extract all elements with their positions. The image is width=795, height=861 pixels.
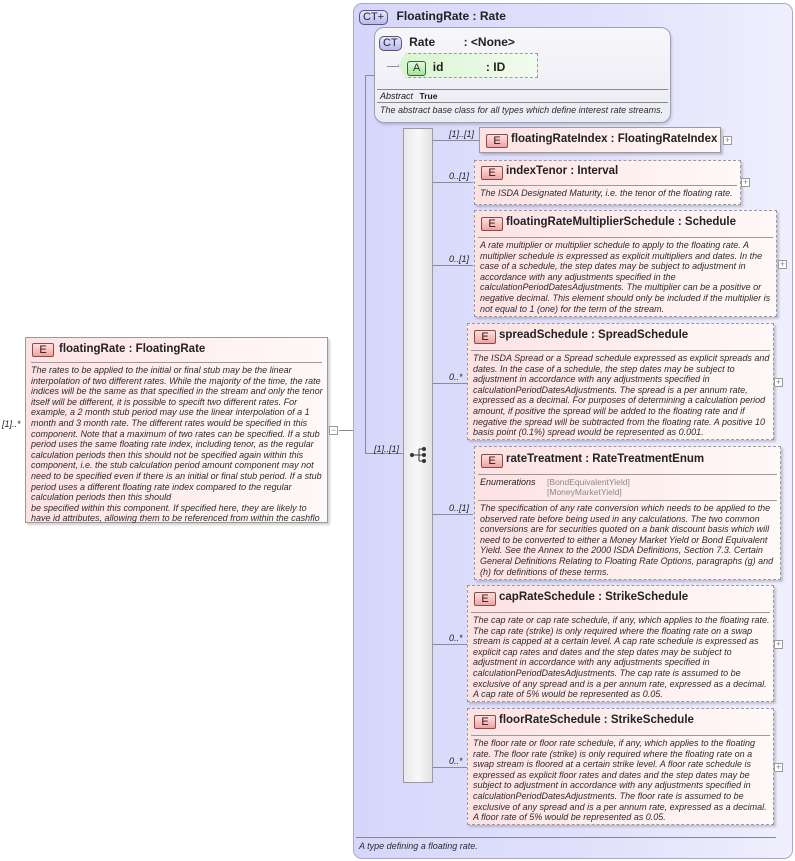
- separator: [377, 89, 668, 90]
- element-documentation: The rates to be applied to the initial or final stub may be the linear interpolation of two different rates. While the majority of the time, the rate indices will be the same as that specified in the stream and only the tenor itself will be different, it is possible to specift two different rates. For example, a 2 month stub period may use the linear interpolation of a 1 month and 3 month rate. The different rates would be specified in this component. Note that a maximum of two rates can be specified. If a stub period uses the same floating rate index, including tenor, as the regular calculation periods then this should not be specified again within this component, i.e. the stub calculation period amount component may not need to be specified even if there is an initial or final stub period. If a stub period uses a different floating rate index compared to the regular calculation periods then this should be specified within this component. If specified here, they are likely to have id attributes, allowing them to be referenced from within the cashflo: [31, 365, 323, 524]
- connector-line: [433, 514, 473, 515]
- separator: [478, 500, 777, 501]
- sequence-compositor-icon: [409, 446, 429, 464]
- root-element-floatingRate[interactable]: [25, 337, 328, 523]
- element-floatingRateIndex[interactable]: [479, 127, 721, 153]
- root-cardinality: [1]..*: [2, 419, 21, 429]
- base-type-base: : <None>: [463, 35, 515, 49]
- attribute-type: : ID: [485, 60, 506, 74]
- element-cardinality: 0..[1]: [449, 171, 470, 181]
- connector-line: [433, 644, 467, 645]
- abstract-label: Abstract: [380, 91, 414, 101]
- element-cardinality: 0..*: [449, 756, 463, 766]
- expand-button[interactable]: +: [742, 177, 749, 187]
- expand-button[interactable]: +: [724, 135, 731, 145]
- element-documentation: The ISDA Designated Maturity, i.e. the tenor of the floating rate.: [480, 188, 733, 198]
- connector-line: [433, 767, 467, 768]
- expand-button[interactable]: +: [775, 639, 782, 649]
- attribute-icon: A: [407, 61, 426, 76]
- separator: [471, 350, 770, 351]
- element-cardinality: [1]..[1]: [449, 129, 475, 139]
- element-title: floatingRate : FloatingRate: [59, 343, 206, 355]
- connector-line: [433, 140, 479, 141]
- element-title: floatingRateIndex : FloatingRateIndex: [511, 133, 718, 145]
- element-documentation: The cap rate or cap rate schedule, if any, which applies to the floating rate. The cap rate (strike) is only required where the floating rate on a swap stream is capped at a certain level. A cap rate schedule is expressed as explicit cap rates and dates and the step dates may be subject to adjustment in accordance with any adjustments specified in calculationPeriodDatesAdjustments. The cap rate is assumed to be exclusive of any spread and is a per annum rate, expressed as a decimal. A cap rate of 5% would be represented as 0.05.: [473, 615, 770, 700]
- separator: [31, 362, 322, 363]
- element-title: spreadSchedule : SpreadSchedule: [499, 329, 689, 341]
- complex-type-extension-icon: CT+: [359, 10, 388, 25]
- element-capRateSchedule[interactable]: [467, 585, 774, 702]
- attribute-row: [407, 58, 505, 76]
- enumerations-label: Enumerations: [480, 477, 536, 487]
- sequence-cardinality: [1]..[1]: [374, 444, 400, 454]
- abstract-row: [380, 91, 437, 101]
- separator: [356, 837, 776, 838]
- element-badge-icon: E: [486, 134, 508, 148]
- element-badge-icon: E: [32, 343, 54, 357]
- element-documentation: The floor rate or floor rate schedule, if any, which applies to the floating rate. The floor rate (strike) is only required where the floating rate on a swap stream is floored at a certain strike level. A floor rate schedule is expressed as explicit floor rates and dates and the step dates may be subject to adjustment in accordance with any adjustments specified in calculationPeriodDatesAdjustments. The floor rate is assumed to be exclusive of any spread and is a per annum rate, expressed as a decimal. A floor rate of 5% would be represented as 0.05.: [473, 738, 767, 823]
- element-badge-icon: E: [481, 217, 503, 231]
- element-rateTreatment[interactable]: [474, 446, 781, 580]
- element-documentation: The ISDA Spread or a Spread schedule expressed as explicit spreads and dates. In the case of a schedule, the step dates may be subject to adjustment in accordance with any adjustments specified in calculationPeriodDatesAdjustments. The spread is a per annum rate, expressed as a decimal. For purposes of determining a calculation period amount, if positive the spread will be added to the floating rate and if negative the spread will be subtracted from the floating rate. A positive 10 basis point (0.1%) spread would be represented as 0.001.: [473, 353, 770, 438]
- element-badge-icon: E: [481, 166, 503, 180]
- expand-button[interactable]: +: [775, 377, 782, 387]
- abstract-value: True: [419, 91, 438, 101]
- element-documentation: A rate multiplier or multiplier schedule to apply to the floating rate. A multiplier schedule is expressed as explicit multipliers and dates. In the case of a schedule, the step dates may be subject to adjustment in accordance with any adjustments specified in the calculationPeriodDatesAdjustments. The multiplier can be a positive or negative decimal. This element should only be included if the multiplier is not equal to 1 (one) for the term of the stream.: [480, 240, 771, 314]
- connector-line: [433, 182, 473, 183]
- complex-type-title: FloatingRate : Rate: [396, 9, 506, 23]
- separator: [478, 474, 777, 475]
- connector-line: [339, 430, 354, 431]
- complex-type-header: [359, 7, 506, 25]
- expand-button[interactable]: +: [779, 259, 786, 269]
- element-cardinality: 0..*: [449, 633, 463, 643]
- connector-line: [433, 383, 467, 384]
- element-spreadSchedule[interactable]: [467, 323, 774, 440]
- connector-line: [365, 75, 366, 453]
- separator: [471, 612, 770, 613]
- separator: [377, 102, 668, 103]
- element-badge-icon: E: [474, 715, 496, 729]
- separator: [478, 185, 737, 186]
- element-cardinality: 0..[1]: [449, 254, 470, 264]
- element-title: capRateSchedule : StrikeSchedule: [499, 591, 689, 603]
- expand-button[interactable]: +: [775, 762, 782, 772]
- collapse-button[interactable]: −: [330, 425, 337, 435]
- complex-type-icon: CT: [379, 36, 402, 51]
- element-badge-icon: E: [481, 454, 503, 468]
- element-cardinality: 0..[1]: [449, 503, 470, 513]
- element-badge-icon: E: [474, 592, 496, 606]
- element-floatingRateMultiplierSchedule[interactable]: [474, 210, 777, 317]
- element-title: indexTenor : Interval: [506, 165, 619, 177]
- element-title: floatingRateMultiplierSchedule : Schedule: [506, 216, 737, 228]
- element-cardinality: 0..*: [449, 372, 463, 382]
- element-documentation: The specification of any rate conversion which needs to be applied to the observed rate before being used in any calculations. The two common conversions are for securities quoted on a bank discount basis which will need to be converted to either a Money Market Yield or Bond Equivalent Yield. See the Annex to the 2000 ISDA Definitions, Section 7.3. Certain General Definitions Relating to Floating Rate Options, paragraphs (g) and (h) for definitions of these terms.: [480, 503, 774, 577]
- element-badge-icon: E: [474, 330, 496, 344]
- separator: [471, 735, 770, 736]
- element-floorRateSchedule[interactable]: [467, 708, 774, 825]
- enumeration-value: [MoneyMarketYield]: [547, 487, 622, 497]
- attribute-name: id: [432, 60, 444, 74]
- separator: [478, 237, 773, 238]
- element-indexTenor[interactable]: [474, 160, 741, 205]
- base-type-name: Rate: [409, 35, 436, 49]
- connector-line: [433, 265, 473, 266]
- enumeration-value: [BondEquivalentYield]: [547, 477, 630, 487]
- element-title: rateTreatment : RateTreatmentEnum: [506, 453, 705, 465]
- base-type-documentation: The abstract base class for all types which define interest rate streams.: [380, 105, 664, 115]
- connector-line: [365, 75, 375, 76]
- complex-type-documentation: A type defining a floating rate.: [359, 841, 478, 851]
- element-title: floorRateSchedule : StrikeSchedule: [499, 714, 694, 726]
- base-type-header: [379, 33, 515, 51]
